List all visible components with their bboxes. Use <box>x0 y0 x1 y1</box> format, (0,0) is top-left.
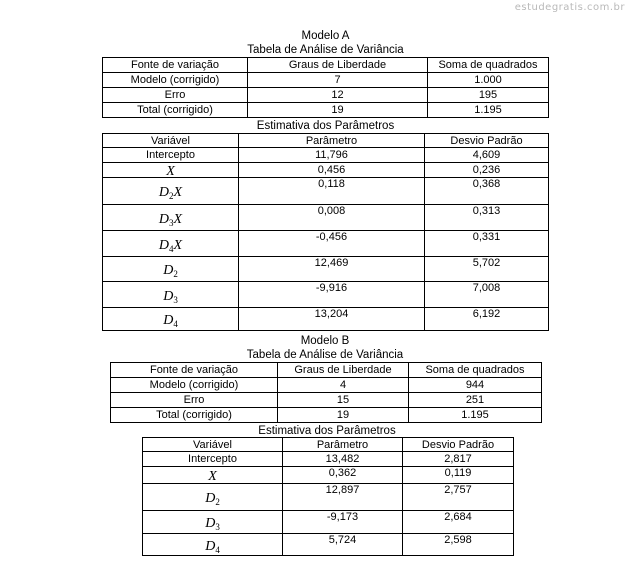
modelo-b-title: Modelo B <box>300 335 350 347</box>
column-header: Variável <box>103 134 239 148</box>
column-header: Graus de Liberdade <box>248 58 428 73</box>
parameter-cell: 0,008 <box>239 205 425 231</box>
parameter-cell: 13,482 <box>283 452 403 467</box>
parameter-cell: 13,204 <box>239 308 425 331</box>
table-row <box>103 205 549 231</box>
variable-symbol: $D_3$ <box>205 516 220 532</box>
variable-cell: Intercepto <box>143 452 283 467</box>
std-dev-cell: 0,236 <box>425 163 549 178</box>
variable-symbol: $D_3$ <box>163 288 178 305</box>
variable-cell <box>143 534 283 556</box>
header-row <box>103 58 549 73</box>
variable-symbol: $D_2$ <box>163 263 178 279</box>
ss-cell: 1.195 <box>409 408 542 423</box>
ss-cell: 1.000 <box>428 73 549 88</box>
column-header: Soma de quadrados <box>428 58 549 73</box>
table-row <box>103 88 549 103</box>
std-dev-cell: 2,757 <box>403 484 514 511</box>
df-cell: 12 <box>248 88 428 103</box>
std-dev-cell: 5,702 <box>425 257 549 282</box>
df-cell: 7 <box>248 73 428 88</box>
modelo-b-anova-table <box>110 362 542 423</box>
variable-symbol: $D_2X$ <box>158 185 183 201</box>
table-row <box>143 511 514 534</box>
modelo-a-params-table <box>102 133 549 331</box>
modelo-b-anova-title: Tabela de Análise de Variância <box>246 349 404 361</box>
column-header: Variável <box>143 438 283 452</box>
source-cell: Modelo (corrigido) <box>103 73 248 88</box>
table-row <box>111 393 542 408</box>
table-row <box>103 231 549 257</box>
column-header: Desvio Padrão <box>425 134 549 148</box>
parameter-cell: 5,724 <box>283 534 403 556</box>
table-row <box>103 163 549 178</box>
watermark: estudegratis.com.br <box>514 2 625 13</box>
variable-cell <box>103 308 239 331</box>
variable-cell <box>103 231 239 257</box>
variable-cell <box>103 178 239 205</box>
parameter-cell: -9,916 <box>239 282 425 308</box>
modelo-a-anova-title: Tabela de Análise de Variância <box>247 44 404 56</box>
df-cell: 15 <box>278 393 409 408</box>
table-row <box>143 452 514 467</box>
parameter-cell: -9,173 <box>283 511 403 534</box>
variable-cell <box>103 205 239 231</box>
ss-cell: 1.195 <box>428 103 549 118</box>
variable-symbol: $D_3X$ <box>158 211 183 228</box>
parameter-cell: 0,456 <box>239 163 425 178</box>
table-row <box>103 73 549 88</box>
std-dev-cell: 2,684 <box>403 511 514 534</box>
parameter-cell: 11,796 <box>239 148 425 163</box>
parameter-cell: 0,118 <box>239 178 425 205</box>
std-dev-cell: 2,817 <box>403 452 514 467</box>
ss-cell: 944 <box>409 378 542 393</box>
table-row <box>103 103 549 118</box>
parameter-cell: -0,456 <box>239 231 425 257</box>
table-row <box>103 308 549 331</box>
variable-symbol: $D_4X$ <box>158 237 183 254</box>
std-dev-cell: 7,008 <box>425 282 549 308</box>
parameter-cell: 12,897 <box>283 484 403 511</box>
variable-symbol: $D_4$ <box>205 538 220 555</box>
table-row <box>111 378 542 393</box>
source-cell: Modelo (corrigido) <box>111 378 278 393</box>
table-row <box>111 408 542 423</box>
modelo-a-anova-table <box>102 57 549 118</box>
column-header: Fonte de variação <box>103 58 248 73</box>
table-row <box>143 467 514 484</box>
variable-cell <box>143 467 283 484</box>
column-header: Parâmetro <box>283 438 403 452</box>
modelo-a-title: Modelo A <box>301 30 350 42</box>
std-dev-cell: 6,192 <box>425 308 549 331</box>
variable-cell <box>143 511 283 534</box>
std-dev-cell: 0,119 <box>403 467 514 484</box>
table-row <box>143 534 514 556</box>
variable-cell <box>103 282 239 308</box>
column-header: Graus de Liberdade <box>278 363 409 378</box>
column-header: Fonte de variação <box>111 363 278 378</box>
df-cell: 19 <box>278 408 409 423</box>
modelo-a-params-title: Estimativa dos Parâmetros <box>256 120 395 132</box>
source-cell: Total (corrigido) <box>111 408 278 423</box>
variable-symbol: $D_2$ <box>205 491 220 507</box>
ss-cell: 251 <box>409 393 542 408</box>
table-row <box>103 282 549 308</box>
table-row <box>103 257 549 282</box>
column-header: Soma de quadrados <box>409 363 542 378</box>
source-cell: Erro <box>111 393 278 408</box>
variable-cell <box>103 163 239 178</box>
table-row <box>103 178 549 205</box>
variable-symbol: X <box>166 164 175 178</box>
variable-cell <box>103 257 239 282</box>
variable-cell: Intercepto <box>103 148 239 163</box>
variable-symbol: X <box>208 469 217 484</box>
variable-cell <box>143 484 283 511</box>
header-row <box>103 134 549 148</box>
modelo-b-params-table <box>142 437 514 556</box>
std-dev-cell: 2,598 <box>403 534 514 556</box>
variable-symbol: $D_4$ <box>163 313 178 329</box>
df-cell: 19 <box>248 103 428 118</box>
source-cell: Total (corrigido) <box>103 103 248 118</box>
std-dev-cell: 4,609 <box>425 148 549 163</box>
ss-cell: 195 <box>428 88 549 103</box>
std-dev-cell: 0,368 <box>425 178 549 205</box>
std-dev-cell: 0,331 <box>425 231 549 257</box>
table-row <box>103 148 549 163</box>
modelo-b-params-title: Estimativa dos Parâmetros <box>258 425 396 437</box>
column-header: Desvio Padrão <box>403 438 514 452</box>
parameter-cell: 0,362 <box>283 467 403 484</box>
table-row <box>143 484 514 511</box>
source-cell: Erro <box>103 88 248 103</box>
header-row <box>111 363 542 378</box>
parameter-cell: 12,469 <box>239 257 425 282</box>
header-row <box>143 438 514 452</box>
std-dev-cell: 0,313 <box>425 205 549 231</box>
df-cell: 4 <box>278 378 409 393</box>
column-header: Parâmetro <box>239 134 425 148</box>
